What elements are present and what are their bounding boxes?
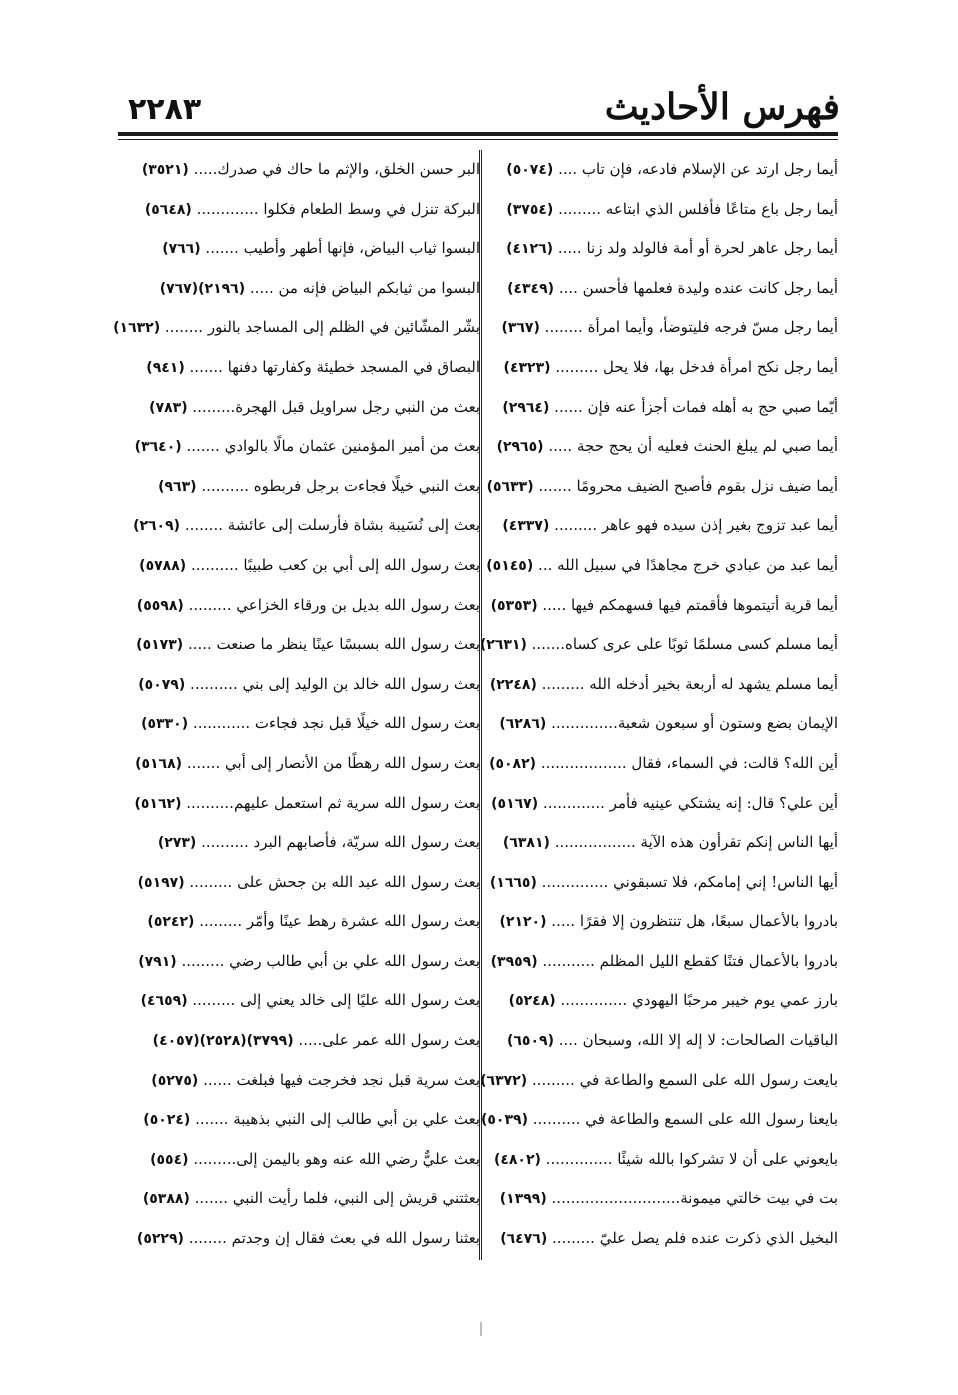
- hadith-incipit: أيما عبد تزوج بغير إذن سيده فهو عاهر .........: [554, 516, 838, 535]
- hadith-incipit: بعث رسول الله عشرة رهط عينًا وأمّر .........: [199, 912, 480, 931]
- hadith-number: (٢٢٤٨): [489, 676, 537, 693]
- hadith-incipit: بعث سرية قبل نجد فخرجت فيها فبلغت ......: [203, 1070, 480, 1089]
- page-number: ٢٢٨٣: [128, 92, 202, 127]
- hadith-index-entry: [478, 981, 838, 1021]
- hadith-incipit: بايعنا رسول الله على السمع والطاعة في ..........: [532, 1110, 838, 1129]
- hadith-index-entry: [120, 784, 480, 824]
- hadith-number: (٧٦٦): [162, 241, 201, 258]
- hadith-number: (٢٦٠٩): [133, 518, 181, 535]
- hadith-number: (٣٩٥٩): [490, 953, 538, 970]
- hadith-number: (٥٣٨٨): [142, 1191, 190, 1208]
- hadith-index-entry: [478, 665, 838, 705]
- hadith-index-entry: [478, 1219, 838, 1259]
- hadith-index-entry: [478, 1021, 838, 1061]
- hadith-index-entry: [120, 506, 480, 546]
- hadith-index-entry: [120, 1021, 480, 1061]
- hadith-index-entry: [120, 625, 480, 665]
- hadith-number: (٥٢٤٢): [147, 914, 195, 931]
- hadith-incipit: بعث رسول الله سريّة، فأصابهم البرد ..........: [201, 833, 480, 852]
- hadith-index-entry: [478, 308, 838, 348]
- hadith-incipit: أيما عبد من عبادي خرج مجاهدًا في سبيل الله ...: [538, 555, 838, 574]
- hadith-index-entry: [478, 546, 838, 586]
- hadith-index-entry: [120, 388, 480, 428]
- hadith-index-entry: [120, 902, 480, 942]
- hadith-index-entry: [478, 348, 838, 388]
- hadith-incipit: بعث من أمير المؤمنين عثمان مالًا بالوادي .......: [186, 437, 480, 456]
- hadith-incipit: البسوا من ثيابكم البياض فإنه من .....: [249, 278, 480, 297]
- hadith-number: (٥٠٢٤): [143, 1112, 191, 1129]
- hadith-number: (٥٥٤): [150, 1151, 189, 1168]
- hadith-number: (٤١٢٦): [506, 241, 554, 258]
- hadith-number: (٥٢٢٩): [136, 1231, 184, 1248]
- hadith-incipit: بعث رسول الله علي بن أبي طالب رضي .........: [181, 951, 480, 970]
- hadith-index-entry: [120, 981, 480, 1021]
- hadith-index-entry: [120, 229, 480, 269]
- hadith-incipit: أيما رجل عاهر لحرة أو أمة فالولد ولد زنا .....: [557, 239, 838, 258]
- hadith-number: (٩٤١): [146, 359, 185, 376]
- hadith-number: (٤٨٠٢): [493, 1151, 541, 1168]
- hadith-number: (٩٦٣): [158, 478, 197, 495]
- hadith-number: (٥١٩٧): [137, 874, 185, 891]
- hadith-incipit: بعث إلى نُسَيبة بشاة فأرسلت إلى عائشة ........: [184, 516, 480, 535]
- hadith-index-entry: [478, 586, 838, 626]
- hadith-incipit: البركة تنزل في وسط الطعام فكلوا .............: [196, 199, 480, 218]
- hadith-incipit: البخيل الذي ذكرت عنده فلم يصل عليّ .........: [552, 1229, 838, 1248]
- hadith-incipit: البسوا ثياب البياض، فإنها أطهر وأطيب .......: [205, 239, 480, 258]
- hadith-incipit: أيما مسلم يشهد له أربعة بخير أدخله الله .........: [541, 674, 838, 693]
- hadith-number: (٢٩٦٥): [496, 439, 544, 456]
- hadith-number: (٦٢٨٦): [499, 716, 547, 733]
- hadith-index-entry: [478, 269, 838, 309]
- hadith-incipit: أيما ضيف نزل بقوم فأصبح الضيف محرومًا .......: [538, 476, 838, 495]
- hadith-index-entry: [478, 823, 838, 863]
- hadith-index-entry: [120, 1061, 480, 1101]
- hadith-index-entry: [478, 388, 838, 428]
- hadith-number: (٥١٦٨): [135, 755, 183, 772]
- hadith-index-entry: [478, 427, 838, 467]
- hadith-incipit: الإيمان بضع وستون أو سبعون شعبة..............: [551, 714, 838, 733]
- index-column-right: [478, 150, 838, 1259]
- hadith-number: (٥١٤٥): [486, 557, 534, 574]
- hadith-incipit: البر حسن الخلق، والإثم ما حاك في صدرك.....: [193, 160, 480, 178]
- hadith-number: (١٣٩٩): [499, 1191, 547, 1208]
- hadith-number: (٤٣٣٧): [502, 518, 550, 535]
- hadith-number: (٢٩٦٤): [502, 399, 550, 416]
- hadith-number: (٤٣٤٩): [507, 280, 555, 297]
- hadith-index-entry: [478, 942, 838, 982]
- hadith-index-entry: [120, 269, 480, 309]
- hadith-number: (٥٠٧٩): [138, 676, 186, 693]
- page-title: فهرس الأحاديث: [604, 86, 840, 128]
- hadith-index-entry: [120, 1100, 480, 1140]
- hadith-number: (٥١٧٣): [136, 637, 184, 654]
- hadith-index-entry: [478, 467, 838, 507]
- index-column-left: [113, 150, 480, 1259]
- hadith-index-entry: [120, 467, 480, 507]
- hadith-incipit: أيما مسلم كسى مسلمًا ثوبًا على عرى كساه.......: [531, 635, 838, 654]
- hadith-number: (٥١٦٧): [491, 795, 539, 812]
- hadith-number: (٥٧٨٨): [139, 557, 187, 574]
- hadith-number: (٦٥٠٩): [506, 1033, 554, 1050]
- hadith-incipit: بايعوني على أن لا تشركوا بالله شيئًا ..............: [545, 1149, 838, 1168]
- hadith-index-entry: [120, 665, 480, 705]
- hadith-index-entry: [478, 863, 838, 903]
- hadith-incipit: بادروا بالأعمال سبعًا، هل تنتظرون إلا فقرًا .....: [551, 912, 838, 931]
- hadith-number: (٢١٢٠): [499, 914, 547, 931]
- hadith-index-entry: [478, 704, 838, 744]
- hadith-number: (٥٠٧٤): [506, 162, 554, 178]
- hadith-incipit: بايعت رسول الله على السمع والطاعة في .........: [531, 1070, 838, 1089]
- hadith-number: (٧٨٣): [149, 399, 188, 416]
- hadith-incipit: بشّر المشّائين في الظلم إلى المساجد بالنور ........: [164, 318, 480, 337]
- hadith-number: (٤٦٥٩): [140, 993, 188, 1010]
- hadith-incipit: بعث عليٌّ رضي الله عنه وهو باليمن إلى.........: [193, 1149, 480, 1168]
- hadith-incipit: بعث رسول الله خيلًا قبل نجد فجاءت ............: [192, 714, 480, 733]
- hadith-index-entry: [120, 744, 480, 784]
- hadith-incipit: أيما رجل ارتد عن الإسلام فادعه، فإن تاب ....: [558, 160, 838, 178]
- hadith-index-entry: [478, 1100, 838, 1140]
- hadith-incipit: أيّما صبي حج به أهله فمات أجزأ عنه فإن ......: [554, 397, 838, 416]
- hadith-incipit: أيما رجل نكح امرأة فدخل بها، فلا يحل .........: [555, 357, 838, 376]
- hadith-incipit: الباقيات الصالحات: لا إله إلا الله، وسبحان ....: [558, 1031, 838, 1050]
- hadith-index-entry: [120, 942, 480, 982]
- hadith-index-entry: [120, 704, 480, 744]
- hadith-incipit: أيما رجل باع متاعًا فأفلس الذي ابتاعه .........: [558, 199, 838, 218]
- hadith-index-entry: [120, 1219, 480, 1259]
- hadith-incipit: أيها الناس إنكم تقرأون هذه الآية .................: [554, 833, 838, 852]
- page-header: [118, 80, 840, 128]
- hadith-index-entry: [478, 902, 838, 942]
- hadith-index-entry: [120, 1179, 480, 1219]
- hadith-number: (٢١٩٦)(٧٦٧): [159, 280, 246, 297]
- hadith-number: (٣٦٤٠): [134, 439, 182, 456]
- hadith-number: (٣٧٥٤): [506, 201, 554, 218]
- hadith-number: (٥٣٥٣): [490, 597, 538, 614]
- hadith-number: (٥٥٩٨): [136, 597, 184, 614]
- hadith-index-entry: [120, 823, 480, 863]
- hadith-incipit: بعثتني قريش إلى النبي، فلما رأيت النبي .......: [194, 1189, 480, 1208]
- hadith-incipit: أيها الناس! إني إمامكم، فلا تسبقوني ..............: [541, 872, 838, 891]
- hadith-incipit: بعث رسول الله إلى أبي بن كعب طبيبًا ..........: [190, 555, 480, 574]
- hadith-incipit: بعث رسول الله عبد الله بن جحش على .........: [189, 872, 480, 891]
- hadith-index-entry: [478, 744, 838, 784]
- hadith-index-entry: [120, 863, 480, 903]
- hadith-number: (١٦٦٥): [489, 874, 537, 891]
- scan-mark: [480, 1322, 482, 1336]
- hadith-incipit: بعث رسول الله بسبسًا عينًا ينظر ما صنعت .....: [187, 635, 480, 654]
- hadith-incipit: أين علي؟ قال: إنه يشتكي عينيه فأمر .............: [542, 793, 838, 812]
- hadith-index-entry: [120, 190, 480, 230]
- hadith-incipit: بعث من النبي رجل سراويل قبل الهجرة.........: [192, 397, 480, 416]
- hadith-number: (٥٢٧٥): [151, 1072, 199, 1089]
- hadith-incipit: بعث علي بن أبي طالب إلى النبي بذهيبة .......: [195, 1110, 480, 1129]
- hadith-number: (٥٣٣٠): [141, 716, 189, 733]
- hadith-index-entry: [478, 784, 838, 824]
- hadith-incipit: بعث رسول الله عليًا إلى خالد يعني إلى .........: [192, 991, 480, 1010]
- hadith-incipit: أيما رجل مسّ فرجه فليتوضأ، وأيما امرأة ........: [544, 318, 838, 337]
- hadith-number: (٤٣٢٣): [503, 359, 551, 376]
- hadith-index-entry: [478, 1140, 838, 1180]
- hadith-incipit: بعث النبي خيلًا فجاءت برجل فربطوه ..........: [201, 476, 480, 495]
- hadith-incipit: بعث رسول الله بديل بن ورقاء الخزاعي .........: [188, 595, 480, 614]
- hadith-number: (٥٢٤٨): [508, 993, 556, 1010]
- hadith-number: (٦٣٧٢): [480, 1072, 528, 1089]
- hadith-number: (٣٧٩٩)(٢٥٢٨)(٤٠٥٧): [152, 1033, 294, 1050]
- hadith-number: (٣٦٧): [501, 320, 540, 337]
- hadith-index-entry: [478, 506, 838, 546]
- hadith-number: (٥٠٨٢): [489, 755, 537, 772]
- hadith-index-entry: [120, 427, 480, 467]
- hadith-number: (٢٦٣١): [479, 637, 527, 654]
- hadith-index-entry: [478, 190, 838, 230]
- hadith-index-entry: [120, 150, 480, 190]
- hadith-number: (٥٦٤٨): [144, 201, 192, 218]
- hadith-number: (٦٣٨١): [502, 835, 550, 852]
- hadith-incipit: أيما رجل كانت عنده وليدة فعلمها فأحسن ....: [558, 278, 838, 297]
- hadith-incipit: بعث رسول الله خالد بن الوليد إلى بني ..........: [190, 674, 480, 693]
- hadith-incipit: بعث رسول الله عمر على.....: [298, 1031, 480, 1050]
- hadith-number: (٣٥٢١): [141, 162, 189, 178]
- header-rule: [118, 132, 838, 136]
- hadith-number: (٥٠٣٩): [480, 1112, 528, 1129]
- hadith-index-entry: [478, 150, 838, 190]
- hadith-index-entry: [113, 308, 480, 348]
- hadith-index-entry: [120, 586, 480, 626]
- hadith-incipit: أيما قرية أتيتموها فأقمتم فيها فسهمكم فيها .....: [542, 595, 838, 614]
- hadith-incipit: أيما صبي لم يبلغ الحنث فعليه أن يحج حجة .....: [548, 437, 838, 456]
- hadith-number: (٧٩١): [138, 953, 177, 970]
- hadith-incipit: أين الله؟ قالت: في السماء، فقال ..................: [540, 753, 838, 772]
- hadith-number: (٦٤٧٦): [500, 1231, 548, 1248]
- hadith-index-entry: [120, 1140, 480, 1180]
- header-rule-thin: [118, 139, 838, 140]
- hadith-index-entry: [478, 1179, 838, 1219]
- hadith-number: (١٦٣٢): [113, 320, 161, 337]
- hadith-incipit: بعث رسول الله رهطًا من الأنصار إلى أبي .......: [186, 753, 480, 772]
- hadith-index-entry: [478, 625, 838, 665]
- hadith-number: (٢٧٣): [157, 835, 197, 852]
- hadith-incipit: بعثنا رسول الله في بعث فقال إن وجدتم ........: [188, 1229, 480, 1248]
- hadith-incipit: بادروا بالأعمال فتنًا كقطع الليل المظلم ...........: [542, 951, 838, 970]
- hadith-number: (٥١٦٢): [134, 795, 182, 812]
- hadith-incipit: بارز عمي يوم خيبر مرحبًا اليهودي ..............: [560, 991, 838, 1010]
- hadith-index-entry: [120, 546, 480, 586]
- hadith-index-entry: [120, 348, 480, 388]
- hadith-incipit: بعث رسول الله سرية ثم استعمل عليهم..........: [186, 793, 480, 812]
- hadith-incipit: البصاق في المسجد خطيئة وكفارتها دفنها .......: [189, 357, 480, 376]
- hadith-incipit: بت في بيت خالتي ميمونة...........................: [551, 1189, 838, 1208]
- hadith-index-entry: [478, 1061, 838, 1101]
- hadith-number: (٥٦٣٣): [486, 478, 534, 495]
- hadith-index-entry: [478, 229, 838, 269]
